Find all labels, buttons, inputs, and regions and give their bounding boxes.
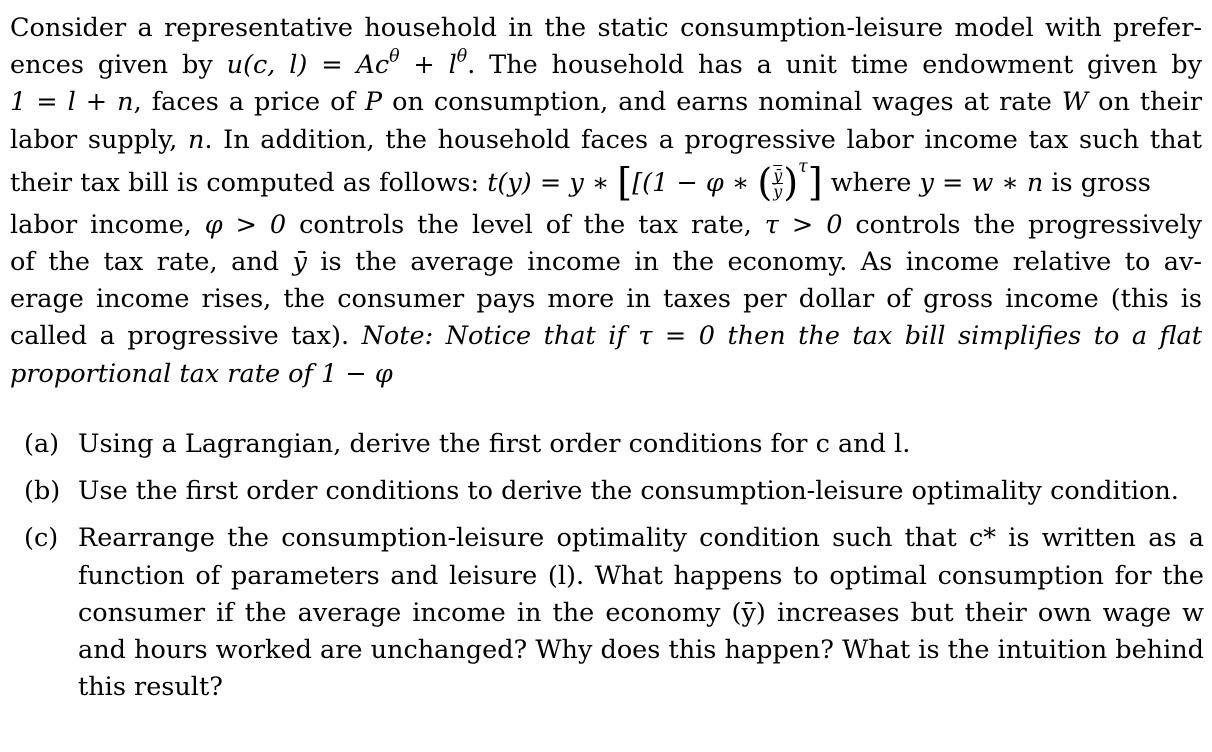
problem-line-8 <box>10 281 1202 318</box>
text-run: where <box>830 167 912 198</box>
tax-equation: t(y) = y ∗ <box>487 167 610 198</box>
note-text: Note: Notice that if τ = 0 then the tax bill simplifies to a flat <box>361 321 1202 352</box>
question-label: (b) <box>24 476 61 507</box>
equation-part: + l <box>413 50 457 81</box>
problem-line-6 <box>10 207 1202 244</box>
text-run: . The household has a unit time endowment given by <box>467 50 1203 81</box>
text-run: labor income, <box>10 209 192 240</box>
text-run: erage income rises, the consumer pays more in taxes per dollar of gross income (this is <box>10 284 1202 315</box>
text-run: their tax bill is computed as follows: <box>10 167 480 198</box>
bracket-open: [ <box>617 160 633 206</box>
problem-line-4 <box>10 122 1202 159</box>
time-endowment-equation: 1 = l + n <box>10 87 134 118</box>
text-run: on their <box>1098 87 1203 118</box>
tau-condition: τ > 0 <box>764 209 843 240</box>
exponent-theta: θ <box>456 46 468 67</box>
exponent-tau: τ <box>798 156 808 177</box>
text-run: controls the progressively <box>855 209 1203 240</box>
tax-equation-part: [(1 − φ ∗ <box>632 167 750 198</box>
problem-line-9 <box>10 318 1202 355</box>
text-run: ences given by <box>10 50 213 81</box>
income-ratio-fraction <box>772 165 783 202</box>
bracket-close: ] <box>807 160 823 206</box>
text-run: Consider a representative household in the static consumption-leisure model with prefer- <box>10 13 1202 43</box>
wage-symbol: W <box>1061 87 1089 118</box>
text-run: labor supply, <box>10 124 178 155</box>
problem-line-10 <box>10 356 1202 393</box>
problem-line-1 <box>10 10 1202 47</box>
text-run: called a progressive tax). <box>10 321 350 352</box>
question-c <box>24 520 1204 706</box>
text-run: is the average income in the economy. As income relative to av- <box>320 247 1203 278</box>
text-run: is gross <box>1051 167 1151 198</box>
question-text: Rearrange the consumption-leisure optimality condition such that c* is written as a function of parameters and leisure (l). What happens to optimal consumption for the consumer if the average income in the economy (ȳ) increases but their own wage w and hours worked are unchanged? Why does this happen? What is the intuition behind this result? <box>78 523 1204 703</box>
problem-line-7 <box>10 244 1202 281</box>
question-b <box>24 473 1204 510</box>
average-income-symbol: ȳ <box>292 247 307 278</box>
question-label: (a) <box>24 429 60 459</box>
exponent-theta: θ <box>389 46 400 67</box>
question-a <box>24 426 1204 463</box>
text-run: on consumption, and earns nominal wages at rate <box>392 87 1052 118</box>
problem-line-5 <box>10 156 1202 207</box>
fraction-numerator: $\overline{ȳ}$ <box>773 165 783 185</box>
text-run: of the tax rate, and <box>10 247 280 278</box>
question-label: (c) <box>24 523 59 554</box>
utility-equation <box>226 46 468 81</box>
question-text: Use the first order conditions to derive the consumption-leisure optimality condition. <box>78 476 1179 507</box>
price-symbol: P <box>364 87 383 118</box>
question-text: Using a Lagrangian, derive the first order conditions for c and l. <box>78 429 911 459</box>
paren-close: ) <box>783 160 799 206</box>
phi-condition: φ > 0 <box>204 209 287 240</box>
paren-open: ( <box>757 160 773 206</box>
note-text: proportional tax rate of 1 − φ <box>10 358 393 389</box>
problem-statement <box>10 10 1202 393</box>
text-run: controls the level of the tax rate, <box>299 209 752 240</box>
equation-part: u(c, l) = Ac <box>226 50 390 81</box>
labor-symbol: n <box>187 124 205 155</box>
problem-line-2 <box>10 47 1202 84</box>
text-run: , faces a price of <box>133 87 355 118</box>
text-run: . In addition, the household faces a progressive labor income tax such that <box>204 124 1202 155</box>
problem-line-3 <box>10 84 1202 121</box>
fraction-denominator: y <box>773 182 783 202</box>
question-list <box>24 426 1204 716</box>
income-equation: y = w ∗ n <box>919 167 1044 198</box>
